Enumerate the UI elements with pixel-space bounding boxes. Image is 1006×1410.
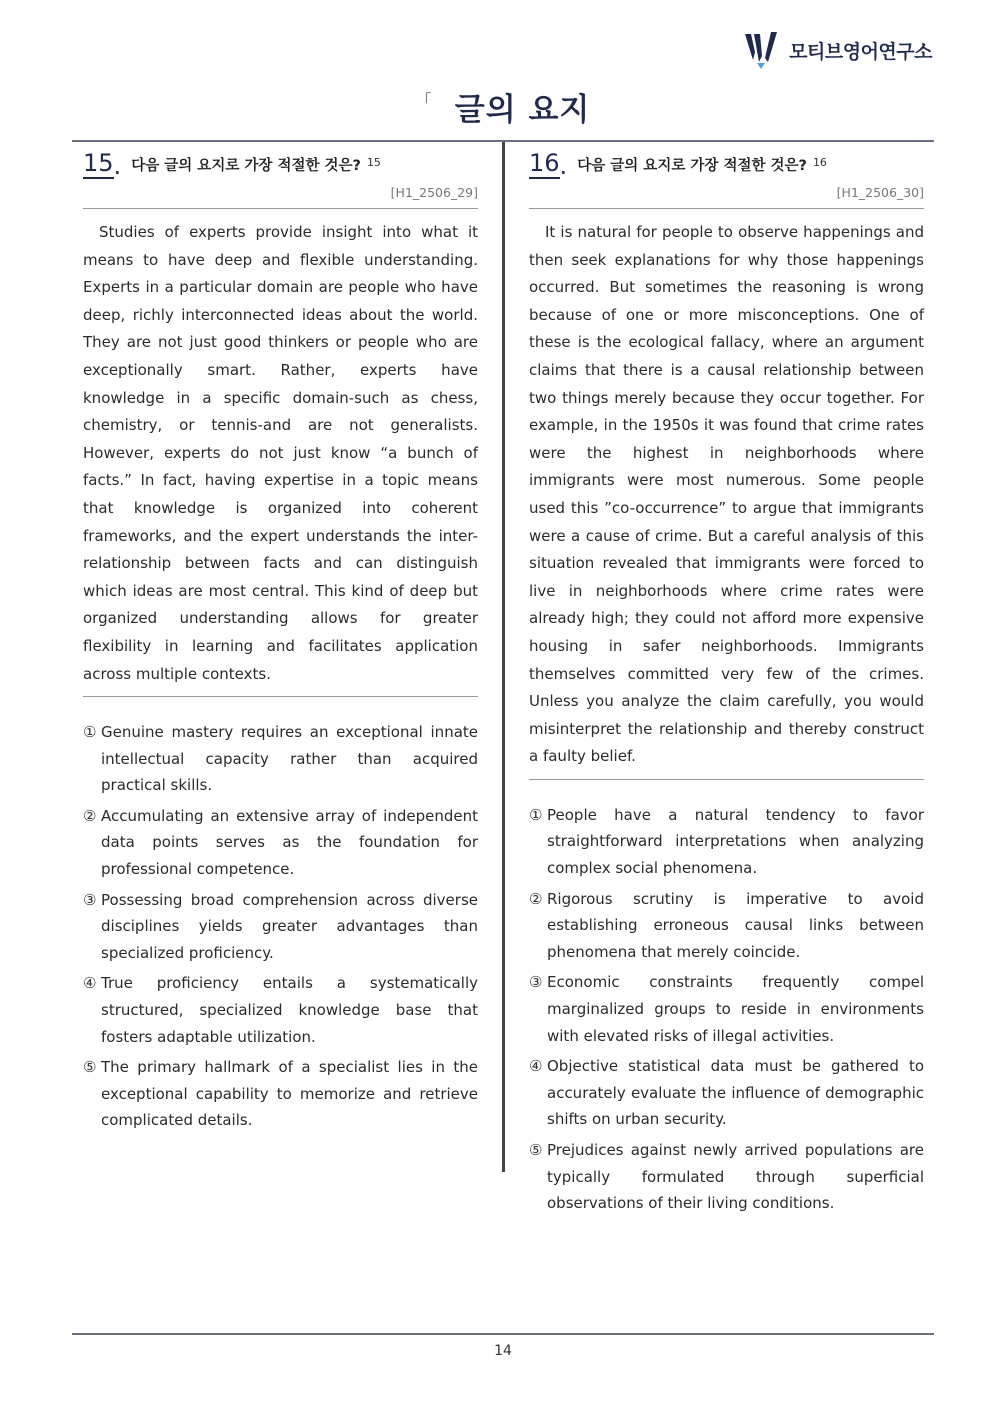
choice-5[interactable] xyxy=(83,1054,478,1134)
choice-2[interactable] xyxy=(529,886,924,966)
choice-1[interactable] xyxy=(529,802,924,882)
question-header: 15 . 다음 글의 요지로 가장 적절한 것은? 15 xyxy=(83,149,381,180)
column-divider xyxy=(502,142,505,1172)
choice-number: ⑤ xyxy=(83,1058,97,1077)
choice-1[interactable] xyxy=(83,719,478,799)
choice-text: The primary hallmark of a specialist lies in the exceptional capability to memorize and retrieve complicated details. xyxy=(101,1058,478,1130)
choice-text: Prejudices against newly arrived populations are typically formulated through superficial observations of their living conditions. xyxy=(547,1141,924,1213)
brand-logo xyxy=(743,30,932,70)
question-code: [H1_2506_30] xyxy=(836,185,924,200)
question-prompt: 다음 글의 요지로 가장 적절한 것은? xyxy=(577,158,807,174)
question-15 xyxy=(83,150,478,1138)
choice-2[interactable] xyxy=(83,803,478,883)
choice-number: ② xyxy=(83,806,97,825)
choice-number: ② xyxy=(529,889,543,908)
choice-4[interactable] xyxy=(83,970,478,1050)
choice-3[interactable] xyxy=(529,969,924,1049)
question-superscript: 16 xyxy=(812,156,827,169)
question-header: 16 . 다음 글의 요지로 가장 적절한 것은? 16 xyxy=(529,149,827,180)
choice-text: Accumulating an extensive array of independent data points serves as the foundation for professional competence. xyxy=(101,806,478,879)
brand-mark-icon xyxy=(743,30,779,70)
choice-text: Objective statistical data must be gathered to accurately evaluate the influence of demographic shifts on urban security. xyxy=(547,1057,924,1129)
brand-name: 모티브영어연구소 xyxy=(789,40,932,63)
section-title-text: 글의 요지 xyxy=(454,92,591,128)
choice-text: Possessing broad comprehension across diverse disciplines yields greater advantages than specialized proficiency. xyxy=(101,890,478,962)
passage-bottom-rule xyxy=(83,696,478,697)
question-16 xyxy=(529,150,924,1221)
question-number: 15 xyxy=(83,149,114,177)
passage-text: It is natural for people to observe happenings and then seek explanations for why those happenings occurred. But sometimes the reasoning is wrong because of one or more misconceptions. One of these is the ecological fallacy, where an argument claims that there is a causal relationship between two things merely because they occur together. For example, in the 1950s it was found that crime rates were the highest in neighborhoods where immigrants were most numerous. Some people used this ”co-occurrence” to argue that immigrants were a cause of crime. But a careful analysis of this situation revealed that immigrants were forced to live in neighborhoods where crime rates were already high; they could not afford more expensive housing in safer neighborhoods. Immigrants themselves committed very few of the crimes. Unless you analyze the claim carefully, you would misinterpret the relationship and thereby construct a faulty belief. xyxy=(529,223,924,766)
page-number: 14 xyxy=(494,1343,512,1359)
choice-text: Rigorous scrutiny is imperative to avoid establishing erroneous causal links between phenomena that merely coincide. xyxy=(547,889,924,961)
choice-4[interactable] xyxy=(529,1053,924,1133)
choice-number: ① xyxy=(529,805,543,824)
choice-number: ④ xyxy=(83,974,97,993)
passage-text: Studies of experts provide insight into what it means to have deep and flexible understanding. Experts in a particular domain are people who have deep, richly interconnected ideas about the world. They are not just good thinkers or people who are exceptionally smart. Rather, experts have knowledge in a specific domain-such as chess, chemistry, or tennis-and are not generalists. However, experts do not just know “a bunch of facts.” In fact, having expertise in a topic means that knowledge is organized into coherent frameworks, and the expert understands the inter-relationship between facts and can distinguish which ideas are most central. This kind of deep but organized understanding allows for greater flexibility in learning and facilitates application across multiple contexts. xyxy=(83,223,478,683)
choice-text: Genuine mastery requires an exceptional innate intellectual capacity rather than acquired practical skills. xyxy=(101,723,478,795)
question-code: [H1_2506_29] xyxy=(390,185,478,200)
answer-choices xyxy=(529,802,924,1217)
choice-number: ④ xyxy=(529,1057,543,1076)
choice-3[interactable] xyxy=(83,887,478,967)
answer-choices xyxy=(83,719,478,1134)
choice-number: ⑤ xyxy=(529,1141,543,1159)
bottom-divider xyxy=(72,1333,934,1335)
question-prompt: 다음 글의 요지로 가장 적절한 것은? xyxy=(131,158,361,174)
choice-number: ③ xyxy=(529,973,543,992)
passage-bottom-rule xyxy=(529,779,924,780)
choice-5[interactable] xyxy=(529,1137,924,1217)
question-superscript: 15 xyxy=(366,156,381,169)
passage-top-rule xyxy=(529,208,924,209)
choice-number: ③ xyxy=(83,890,97,909)
section-title xyxy=(0,84,1006,129)
question-number: 16 xyxy=(529,149,560,177)
choice-text: True proficiency entails a systematically structured, specialized knowledge base that fosters adaptable utilization. xyxy=(101,974,478,1046)
choice-text: People have a natural tendency to favor straightforward interpretations when analyzing complex social phenomena. xyxy=(547,805,924,878)
title-bracket: 「 xyxy=(415,91,432,110)
choice-text: Economic constraints frequently compel marginalized groups to reside in environments with elevated risks of illegal activities. xyxy=(547,973,924,1045)
passage-top-rule xyxy=(83,208,478,209)
choice-number: ① xyxy=(83,723,97,742)
